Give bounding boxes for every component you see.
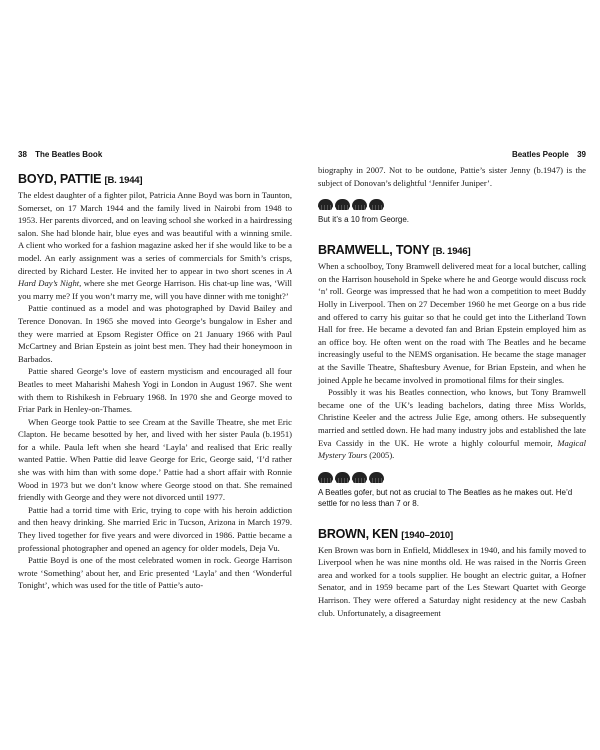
paragraph [318, 386, 586, 462]
entry-dates: [B. 1944] [104, 175, 143, 186]
right-running-header [512, 150, 586, 159]
paragraph: When a schoolboy, Tony Bramwell delivered meat for a local butcher, calling on the Harrison household in Speke where he and George would discuss rock ‘n’ roll. George was impressed that he had won a competition to meet Buddy Holly in Liverpool. Then on 27 December 1960 he met George on a bus ride and offered to carry his guitar so that he could get into the Litherland Town Hall for free. He became a devoted fan and Brian Epstein employed him as an office boy. He often went on the road with The Beatles and he became increasingly useful to the NEMS organisation. He became the stage manager at the Saville Theatre, Shaftesbury Avenue, for Brian Epstein, and when he joined Apple he became involved in promotional films for their singles. [318, 261, 586, 385]
paragraph: Ken Brown was born in Enfield, Middlesex in 1940, and his family moved to Liverpool when he was nine months old. He was raised in the Norris Green area and worked for a tools supplier. He bought an electric guitar, a Hofner Senator, and in 1959 became part of the Les Stewart Quartet with George Harrison. They were offered a Saturday night residency at the new Casbah club. Unfortunately, a disagreement [318, 544, 586, 618]
right-page-number: 39 [577, 150, 586, 159]
mop-top-icon [369, 199, 384, 210]
paragraph-text: Possibly it was his Beatles connection, who knows, but Tony Bramwell became one of the UK’s leading bachelors, dating three Miss Worlds, Christine Keeler and the actress Julie Ege, among others. He subsequently married and settled down. He had many industry jobs and established the late Eva Cassidy in the UK. He wrote a highly colourful memoir, [318, 387, 586, 448]
entry-name: BOYD, PATTIE [18, 172, 102, 186]
left-page-column [18, 172, 292, 592]
paragraph: Pattie continued as a model and was photographed by David Bailey and Terence Donovan. In 1965 she moved into George’s bungalow in Esher and they were married at Epsom Register Office on 21 January 1966 with Paul McCartney and Brian Epstein as joint best men. They had their honeymoon in Barbados. [18, 303, 292, 364]
mop-top-icon [352, 472, 367, 483]
entry-dates: [1940–2010] [401, 529, 453, 541]
paragraph-text: (2005). [369, 450, 395, 461]
entry-name: BROWN, KEN [318, 526, 398, 541]
mop-top-icon [335, 199, 350, 210]
paragraph: Pattie Boyd is one of the most celebrated women in rock. George Harrison wrote ‘Something’ about her, and Eric presented ‘Layla’ and then ‘Wonderful Tonight’, which was used for the title of Pattie’s auto- [18, 555, 292, 591]
mop-top-icon [352, 199, 367, 210]
right-page-column [318, 164, 586, 619]
left-running-header [18, 150, 102, 159]
book-title: Magical Mystery Tours [318, 437, 586, 461]
verdict-boyd: But it’s a 10 from George. [318, 215, 410, 225]
entry-dates: [B. 1946] [432, 246, 471, 258]
right-running-title: Beatles People [511, 150, 569, 159]
entry-title-bramwell [318, 243, 586, 257]
mop-top-rating-boyd [318, 199, 586, 210]
paragraph: When George took Pattie to see Cream at the Saville Theatre, she met Eric Clapton. He became besotted by her, and lived with her sister Paula (b.1951) for a while. Paula left when she heard ‘Layla’ and realised that Eric really wanted Pattie. When Pattie did leave George for Eric, George said, ‘I’d rather she was with him than with some dope.’ Pattie had a short affair with Ronnie Wood in 1973 but we don’t know where George stood on that. She remained friendly with George and they were not divorced until 1977. [18, 416, 292, 503]
entry-title-brown [318, 527, 586, 541]
entry-title-boyd [18, 172, 292, 186]
paragraph: biography in 2007. Not to be outdone, Pattie’s sister Jenny (b.1947) is the subject of Donovan’s delightful ‘Jennifer Juniper’. [318, 165, 586, 188]
mop-top-icon [318, 472, 333, 483]
left-page-number: 38 [18, 150, 27, 159]
mop-top-rating-bramwell [318, 472, 586, 483]
mop-top-icon [318, 199, 333, 210]
paragraph-text: The eldest daughter of a fighter pilot, Patricia Anne Boyd was born in Taunton, Somerset, on 17 March 1944 and the family lived in Nairobi from 1948 to 1953. Her parents divorced, and on leaving school she worked in a hairdressing salon. She had blonde hair, blue eyes and was beautiful with a winning smile. A client who worked for a fashion magazine asked her if she would like to be a model. An early assignment was a series of commercials for Smith’s crisps, directed by Richard Lester. He invited her to appear in two short scenes in [18, 190, 292, 276]
paragraph-text: where she met George Harrison. His chat-up line was, ‘Will you marry me? If you won’t marry me, will you have dinner with me tonight?’ [18, 278, 292, 301]
entry-name: BRAMWELL, TONY [318, 243, 430, 258]
paragraph: Pattie shared George’s love of eastern mysticism and encouraged all four Beatles to meet Maharishi Mahesh Yogi in London in August 1967. She went with them to Rishikesh in February 1968. In 1970 she and George moved to Friar Park in Henley-on-Thames. [18, 366, 292, 415]
film-title: A Hard Day’s Night, [18, 265, 292, 289]
paragraph: Pattie had a torrid time with Eric, trying to cope with his heroin addiction and then heavy drinking. She married Eric in Tucson, Arizona in March 1979. They lived together for five years and were divorced in 1986. Pattie became a professional photographer and opened an agency for older models, Deja Vu. [18, 504, 292, 553]
mop-top-icon [335, 472, 350, 483]
paragraph [18, 189, 292, 302]
mop-top-icon [369, 472, 384, 483]
verdict-bramwell: A Beatles gofer, but not as crucial to The Beatles as he makes out. He’d settle for no less than 7 or 8. [318, 487, 573, 508]
left-running-title: The Beatles Book [35, 150, 103, 159]
